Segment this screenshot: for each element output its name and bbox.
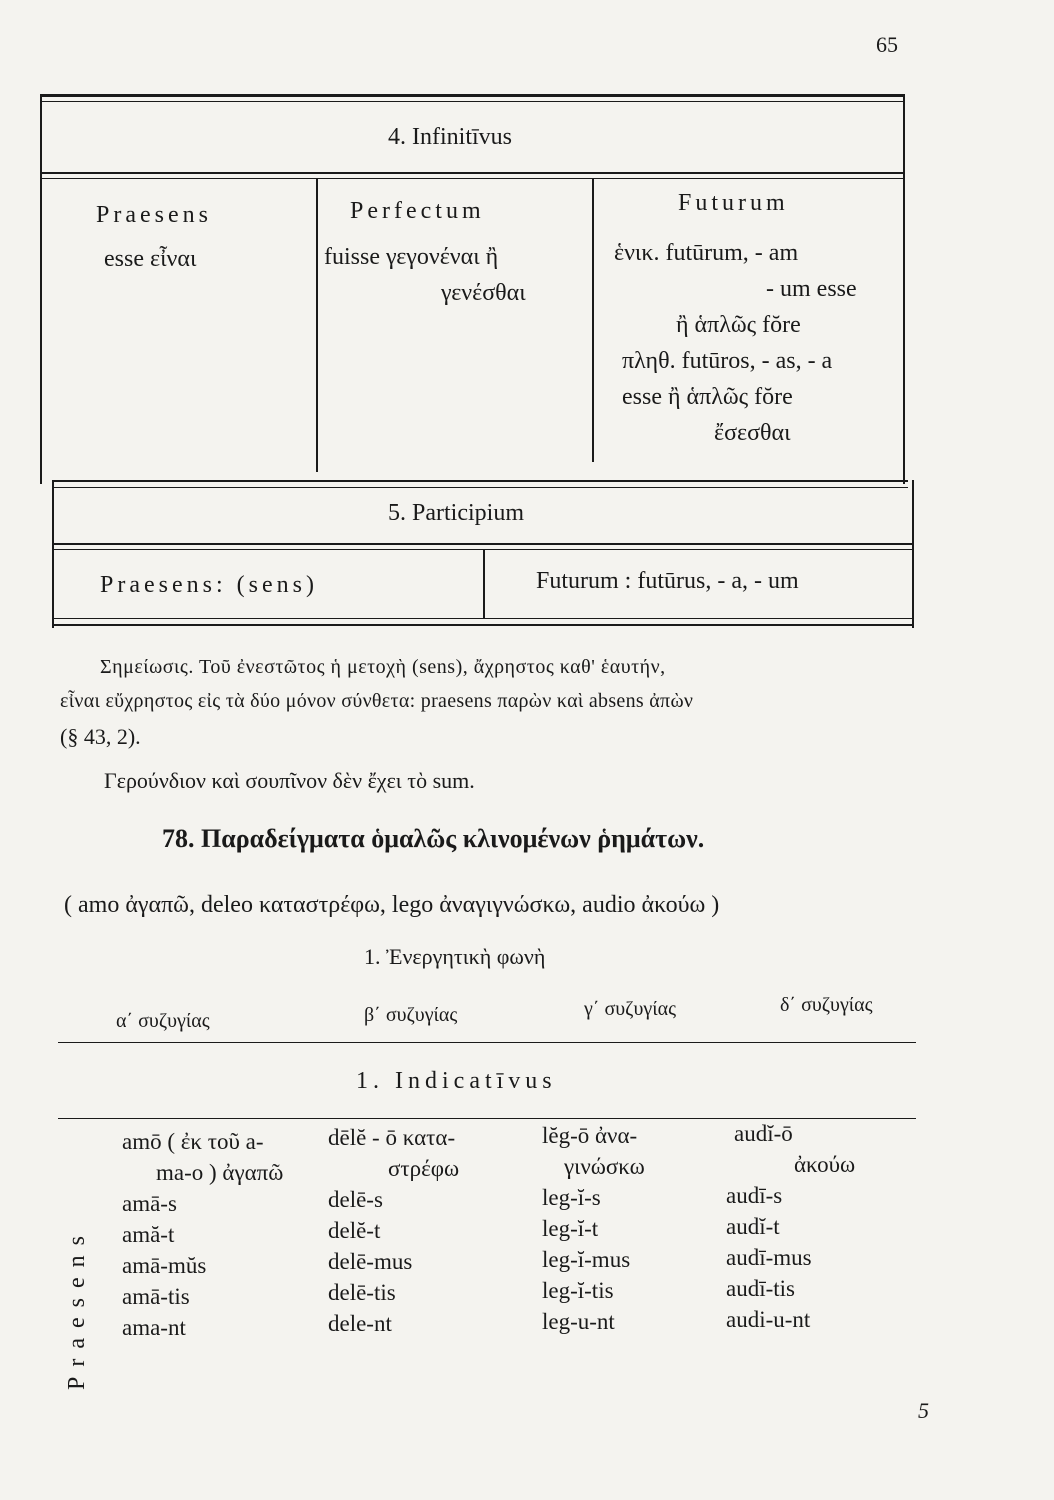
table-right-border <box>903 94 905 484</box>
paradigm-form: ama-nt <box>122 1315 186 1340</box>
participium-top-rule <box>52 480 908 482</box>
mood-title: 1. Indicatīvus <box>356 1068 557 1094</box>
note-line-4: Γερούνδιον καὶ σουπῖνον δὲν ἔχει τὸ sum. <box>104 768 475 793</box>
paradigm-form: γινώσκω <box>564 1154 645 1179</box>
paradigm-form: audi-u-nt <box>726 1307 811 1332</box>
col-divider-1 <box>316 178 318 472</box>
infinitive-perfectum-header: Perfectum <box>350 198 485 224</box>
paradigm-form: delē-mus <box>328 1249 413 1274</box>
conjugation-rule <box>58 1042 916 1043</box>
participium-futurum: Futurum : futūrus, - a, - um <box>536 568 799 594</box>
paradigm-form: leg-ĭ-mus <box>542 1247 631 1272</box>
paradigm-form: lĕg-ō ἀνα- <box>542 1123 638 1148</box>
futurum-line: ἔσεσθαι <box>714 420 791 446</box>
paradigm-form: audī-tis <box>726 1276 795 1301</box>
section-examples: ( amo ἀγαπῶ, deleo καταστρέφω, lego ἀναγιγνώσκω, audio ἀκούω ) <box>64 892 720 918</box>
paradigm-form: delē-tis <box>328 1280 396 1305</box>
title-rule <box>40 172 904 174</box>
futurum-line: - um esse <box>766 276 857 302</box>
paradigm-form: audĭ-t <box>726 1214 780 1239</box>
paradigm-form: audĭ-ō <box>734 1121 793 1146</box>
paradigm-form: leg-ĭ-t <box>542 1216 599 1241</box>
conjugation-label: β΄ συζυγίας <box>364 1004 458 1026</box>
futurum-line: πληθ. futūros, - as, - a <box>622 348 833 374</box>
infinitive-title: 4. Infinitīvus <box>388 124 512 150</box>
participium-bottom-rule-thin <box>54 618 912 619</box>
futurum-line: ἑνικ. futūrum, - am <box>614 240 799 266</box>
paradigm-form: ma-o ) ἀγαπῶ <box>156 1160 284 1185</box>
participium-title: 5. Participium <box>388 500 524 526</box>
page-number: 65 <box>876 32 898 57</box>
note-line-3: (§ 43, 2). <box>60 724 141 749</box>
paradigm-form: delĕ-t <box>328 1218 381 1243</box>
table-top-rule <box>40 94 904 97</box>
participium-divider <box>483 549 485 619</box>
participium-top-rule-thin <box>52 487 908 488</box>
futurum-line: esse ἢ ἁπλῶς fŏre <box>622 384 793 410</box>
paradigm-form: amă-t <box>122 1222 175 1247</box>
tense-label: Praesens <box>64 1226 90 1390</box>
paradigm-form: ἀκούω <box>794 1152 856 1177</box>
voice-title: 1. Ἐνεργητικὴ φωνὴ <box>364 944 546 969</box>
infinitive-praesens-text: esse εἶναι <box>104 246 197 272</box>
infinitive-perfectum-line2: γενέσθαι <box>441 280 526 306</box>
paradigm-form: στρέφω <box>388 1156 460 1181</box>
paradigm-form: dele-nt <box>328 1311 392 1336</box>
paradigm-form: amā-mŭs <box>122 1253 207 1278</box>
paradigm-column-2 <box>328 1122 459 1339</box>
participium-right-border <box>912 480 914 628</box>
conjugation-label: γ΄ συζυγίας <box>584 998 676 1020</box>
note-line-2: εἶναι εὔχρηστος εἰς τὰ δύο μόνον σύνθετα: praesens παρὼν καὶ absens ἀπὼν <box>60 690 694 712</box>
table-top-rule-thin <box>40 101 904 102</box>
title-rule-thin <box>40 178 904 179</box>
conjugation-label: δ΄ συζυγίας <box>780 994 873 1016</box>
infinitive-perfectum-line1: fuisse γεγονέναι ἢ <box>324 244 499 270</box>
infinitive-praesens-header: Praesens <box>96 202 212 228</box>
participium-bottom-rule <box>54 624 912 626</box>
paradigm-form: audī-s <box>726 1183 783 1208</box>
table-left-border <box>40 94 42 484</box>
paradigm-form: amō ( ἐκ τοῦ a- <box>122 1129 264 1154</box>
section-heading: 78. Παραδείγματα ὁμαλῶς κλινομένων ῥημάτων. <box>162 824 705 853</box>
paradigm-form: amā-tis <box>122 1284 190 1309</box>
footer-mark: 5 <box>918 1398 929 1423</box>
paradigm-form: amā-s <box>122 1191 177 1216</box>
paradigm-form: leg-u-nt <box>542 1309 615 1334</box>
paradigm-form: audī-mus <box>726 1245 812 1270</box>
participium-mid-rule <box>54 543 912 545</box>
paradigm-form: leg-ĭ-s <box>542 1185 601 1210</box>
futurum-line: ἢ ἁπλῶς fŏre <box>676 312 801 338</box>
paradigm-form: leg-ĭ-tis <box>542 1278 614 1303</box>
paradigm-column-1 <box>122 1126 283 1343</box>
col-divider-2 <box>592 178 594 462</box>
paradigm-form: delē-s <box>328 1187 383 1212</box>
participium-praesens: Praesens: (sens) <box>100 572 318 598</box>
participium-left-border <box>52 480 54 628</box>
note-line-1: Σημείωσις. Τοῦ ἐνεστῶτος ἡ μετοχὴ (sens), ἄχρηστος καθ' ἑαυτήν, <box>100 656 666 678</box>
paradigm-column-4 <box>720 1118 855 1335</box>
paradigm-column-3 <box>542 1120 645 1337</box>
infinitive-futurum-header: Futurum <box>678 190 789 216</box>
conjugation-label: α΄ συζυγίας <box>116 1010 210 1032</box>
paradigm-form: dēlĕ - ō κατα- <box>328 1125 456 1150</box>
